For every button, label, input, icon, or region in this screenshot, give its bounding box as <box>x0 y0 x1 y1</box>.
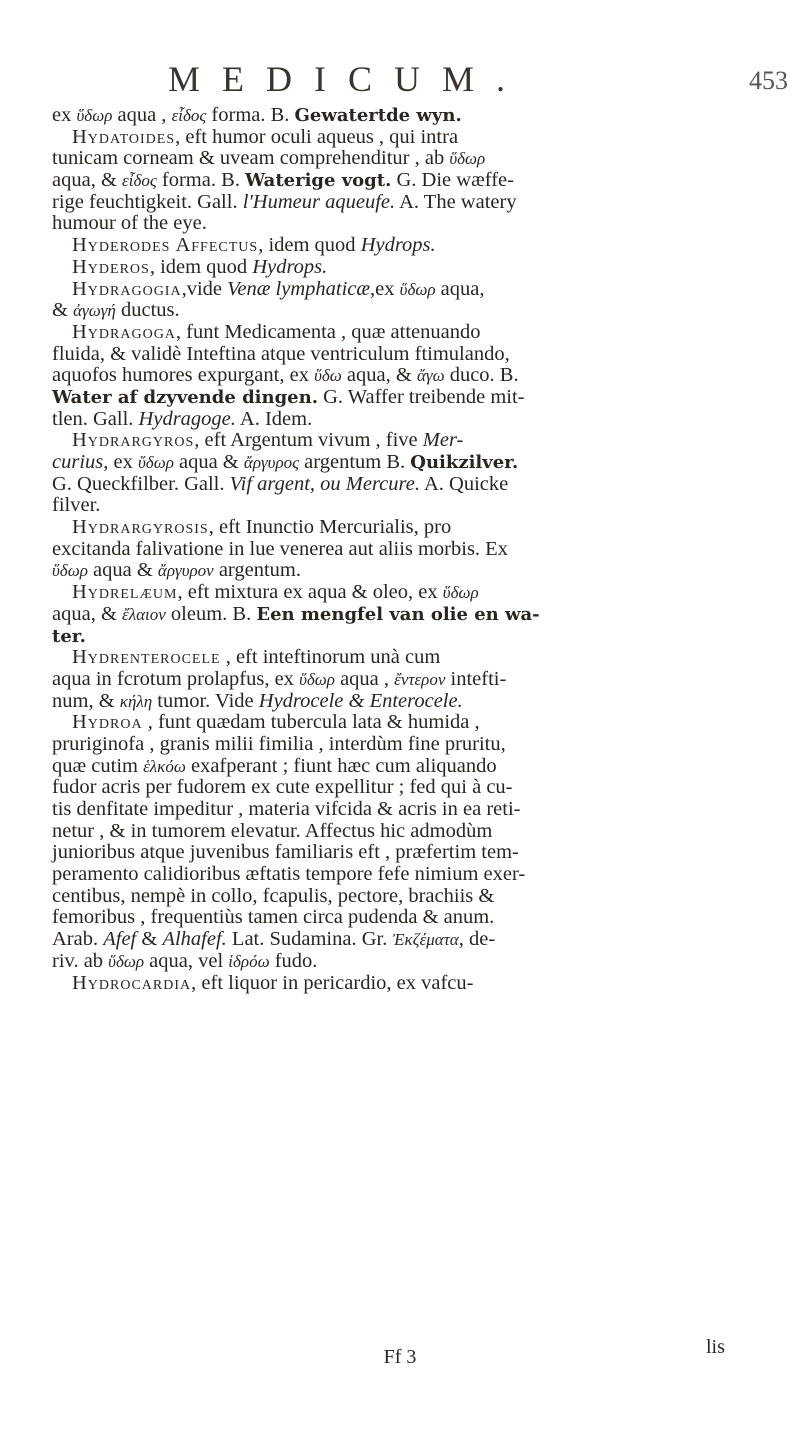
headword: Hydroa <box>72 711 143 734</box>
text-run: , eft Argentum vivum , five <box>194 429 423 452</box>
text-run: , funt quædam tubercula lata & humida , <box>142 711 480 734</box>
text-run: fudo. <box>269 949 318 972</box>
italic-term: Hydrocele & Enterocele. <box>258 689 463 712</box>
blackletter-translation: Waterige vogt. <box>245 170 392 192</box>
greek-word: ἔντερον <box>394 669 446 689</box>
text-run: aqua & <box>87 559 158 582</box>
text-run: aqua in fcrotum prolapfus, ex <box>52 667 300 690</box>
greek-word: ὕδωρ <box>449 149 486 169</box>
greek-word: εἶδος <box>171 106 207 125</box>
text-line <box>52 495 774 517</box>
text-run: , eft inteftinorum unà cum <box>220 646 441 669</box>
text-run: aqua , <box>334 667 395 690</box>
text-run: Arab. <box>52 928 104 951</box>
text-run: G. Queckfilber. Gall. <box>52 472 230 495</box>
text-run: ,vide <box>181 277 228 300</box>
greek-word: ὕδωρ <box>299 669 335 689</box>
text-line <box>52 560 774 582</box>
text-run: & <box>52 299 74 322</box>
text-line <box>52 907 774 929</box>
text-line <box>52 409 774 431</box>
text-line <box>52 951 774 973</box>
italic-term: Hydrops. <box>360 234 436 257</box>
catchword: lis <box>706 1336 725 1358</box>
text-run: A. Quicke <box>419 472 509 495</box>
text-run: ductus. <box>115 299 180 322</box>
text-run: & <box>136 928 163 951</box>
headword: Hydatoides <box>72 125 176 148</box>
text-line <box>52 322 774 344</box>
text-line <box>52 799 774 821</box>
text-run: tumor. Vide <box>152 689 259 712</box>
text-run: G. Die wæffe- <box>391 169 514 192</box>
text-run: , funt Medicamenta , quæ attenuando <box>175 320 481 343</box>
text-line <box>52 365 774 387</box>
text-run: , eft mixtura ex aqua & oleo, ex <box>177 581 443 604</box>
text-run: , de- <box>458 928 496 951</box>
text-line <box>52 452 774 474</box>
text-line <box>52 517 774 539</box>
dictionary-text <box>52 105 774 994</box>
text-run: , eft humor oculi aqueus , qui intra <box>175 125 459 148</box>
text-line <box>52 712 774 734</box>
text-run: excitanda falivatione in lue venerea aut aliis morbis. Ex <box>52 537 508 560</box>
italic-term: Alhafef. <box>162 928 227 951</box>
text-run: quæ cutim <box>52 754 144 777</box>
text-line <box>52 626 774 648</box>
text-run: aqua , <box>112 104 172 126</box>
greek-word: εἶδος <box>122 171 157 191</box>
text-run: tlen. Gall. <box>52 407 139 430</box>
text-run: aqua & <box>173 451 244 473</box>
page-number: 453 <box>749 66 788 95</box>
text-run: peramento calidioribus æftatis tempore fefe nimium exer- <box>52 863 526 886</box>
greek-word: ἄργυρον <box>157 561 214 581</box>
greek-word: ἄργυρος <box>243 453 300 472</box>
blackletter-translation: Quikzilver. <box>410 452 519 473</box>
headword: Hydrelæum <box>72 581 178 604</box>
text-line <box>52 842 774 864</box>
text-run: G. Waffer treibende mit- <box>317 385 525 408</box>
text-run: aqua, <box>435 277 485 300</box>
text-line <box>52 647 774 669</box>
blackletter-translation: Een mengfel van olie en wa- <box>256 603 540 625</box>
italic-term: Mer- <box>422 429 464 452</box>
text-run: intefti- <box>445 667 507 690</box>
text-run: , ex <box>103 451 138 473</box>
text-line <box>52 105 774 127</box>
greek-word: ἄγω <box>416 366 445 386</box>
greek-word: ὕδω <box>314 366 342 386</box>
text-run: , eft Inunctio Mercurialis, pro <box>208 516 452 539</box>
blackletter-translation: Water af dzyvende dingen. <box>52 386 318 408</box>
text-run: rige feuchtigkeit. Gall. <box>52 190 243 213</box>
greek-word: ὕδωρ <box>442 583 479 603</box>
text-line <box>52 669 774 691</box>
headword: Hydrocardia <box>72 971 192 994</box>
text-run: forma. B. <box>206 104 295 126</box>
blackletter-translation: ter. <box>52 625 86 647</box>
headword: Hyderodes Affectus <box>72 234 259 257</box>
text-run: riv. ab <box>52 949 109 972</box>
text-line <box>52 886 774 908</box>
headword: Hydrenterocele <box>72 646 221 669</box>
text-run: forma. B. <box>156 169 246 192</box>
greek-word: ἀγωγή <box>73 301 116 321</box>
text-line <box>52 235 774 257</box>
text-line <box>52 821 774 843</box>
text-run: , eft liquor in pericardio, ex vafcu- <box>191 971 474 994</box>
text-run: tis denfitate impeditur , materia vifcida & acris in ea reti- <box>52 798 521 820</box>
headword: Hydrargyrosis <box>72 516 209 539</box>
text-run: exafperant ; fiunt hæc cum aliquando <box>185 754 497 777</box>
greek-word: ὕδωρ <box>137 453 174 472</box>
text-run: ,ex <box>370 277 400 300</box>
text-line <box>52 539 774 561</box>
italic-term: Venæ lymphaticæ <box>227 277 371 300</box>
headword: Hydrargyros <box>72 429 195 452</box>
text-line <box>52 604 774 626</box>
text-line <box>52 257 774 279</box>
italic-term: l'Humeur aqueufe. <box>242 190 396 213</box>
text-run: aqua, & <box>52 169 123 192</box>
text-line <box>52 127 774 149</box>
text-run: , idem quod <box>149 255 253 278</box>
text-run: femoribus , frequentiùs tamen circa pudenda & anum. <box>52 906 495 929</box>
text-run: aquofos humores expurgant, ex <box>52 364 315 387</box>
text-line <box>52 279 774 301</box>
text-run: centibus, nempè in collo, fcapulis, pectore, brachiis & <box>52 884 495 907</box>
page-header <box>60 58 800 108</box>
greek-word: ὕδωρ <box>399 279 436 299</box>
text-run: oleum. B. <box>165 602 257 625</box>
running-title: MEDICUM. <box>168 59 528 99</box>
text-run: fluida, & validè Inteftina atque ventriculum ftimulando, <box>52 342 510 365</box>
greek-word: ἑλκόω <box>143 756 186 776</box>
text-line <box>52 148 774 170</box>
text-line <box>52 170 774 192</box>
greek-word: ὕδωρ <box>108 951 145 971</box>
text-run: ex <box>52 104 77 126</box>
text-run: filver. <box>52 494 101 517</box>
text-line <box>52 430 774 452</box>
text-run: aqua, & <box>52 602 123 625</box>
text-line <box>52 756 774 778</box>
text-run: fudor acris per fudorem ex cute expellitur ; fed qui à cu- <box>52 776 513 799</box>
text-run: junioribus atque juvenibus familiaris eft , præfertim tem- <box>52 841 519 864</box>
text-run: , idem quod <box>258 234 361 257</box>
italic-term: Afef <box>103 928 137 951</box>
text-run: humour of the eye. <box>52 212 207 235</box>
text-line <box>52 734 774 756</box>
text-run: aqua, vel <box>144 949 229 972</box>
text-line <box>52 344 774 366</box>
italic-term: curius <box>52 451 104 473</box>
text-line <box>52 213 774 235</box>
text-line <box>52 582 774 604</box>
greek-word: ἔλαιον <box>122 604 166 624</box>
italic-term: Vif argent, ou Mercure. <box>229 472 420 495</box>
text-run: pruriginofa , granis milii fimilia , interdùm fine pruritu, <box>52 732 506 755</box>
headword: Hydragoga <box>72 320 176 343</box>
text-line <box>52 777 774 799</box>
text-run: argentum. <box>213 559 301 582</box>
text-run: duco. B. <box>444 364 519 387</box>
text-line <box>52 387 774 409</box>
greek-word: κήλη <box>119 691 153 711</box>
greek-word: ὕδωρ <box>76 106 113 125</box>
text-line <box>52 929 774 951</box>
signature-mark: Ff 3 <box>383 1346 417 1368</box>
text-line <box>52 192 774 214</box>
headword: Hydragogia <box>72 277 182 300</box>
italic-term: Hydragoge. <box>138 407 236 430</box>
text-line <box>52 300 774 322</box>
text-run: tunicam corneam & uveam comprehenditur , ab <box>52 147 450 170</box>
text-run: A. The watery <box>395 190 517 213</box>
text-run: num, & <box>52 689 120 712</box>
text-line <box>52 474 774 496</box>
headword: Hyderos <box>72 255 150 278</box>
text-line <box>52 691 774 713</box>
text-run: Lat. Sudamina. Gr. <box>226 928 393 951</box>
text-run: argentum B. <box>299 451 411 473</box>
text-line <box>52 973 774 995</box>
greek-word: Ἐκζέματα <box>392 930 459 950</box>
text-run: aqua, & <box>341 364 417 387</box>
text-run: netur , & in tumorem elevatur. Affectus hic admodùm <box>52 819 493 842</box>
text-run: A. Idem. <box>235 407 313 430</box>
greek-word: ὕδωρ <box>52 561 88 581</box>
greek-word: ἱδρόω <box>228 951 270 971</box>
text-line <box>52 864 774 886</box>
blackletter-translation: Gewatertde wyn. <box>294 105 462 126</box>
italic-term: Hydrops. <box>252 255 328 278</box>
